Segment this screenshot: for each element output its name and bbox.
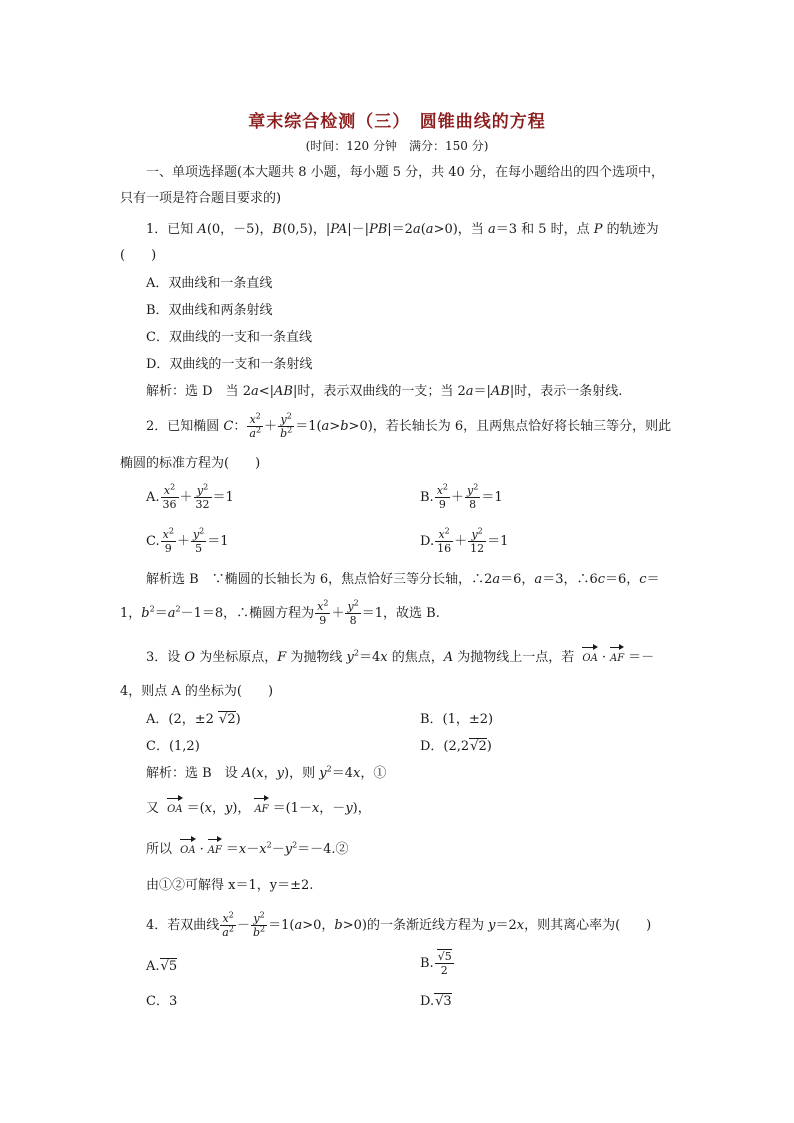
q3-solution-line2: 又 OA ＝(x，y)， AF ＝(1－x，－y)， [146, 800, 371, 819]
q2-option-d: D. $\frac{x^2}{16}$ ＋ $\frac{y^2}{12}$ ＝1 [420, 526, 509, 555]
q3-option-d: D．(2,2√2) [420, 739, 492, 754]
q1-option-b: B．双曲线和两条射线 [146, 303, 273, 318]
time-score-info: (时间：120 分钟 满分：150 分) [305, 139, 489, 153]
section-heading-line1: 一、单项选择题(本大题共 8 小题，每小题 5 分，共 40 分，在每小题给出的四个选项中， [146, 165, 664, 180]
q2-stem-line2: 椭圆的标准方程为( ) [120, 456, 261, 471]
q3-stem: 3．设 O 为坐标原点，F 为抛物线 $y^2=4x$ 的焦点，A 为抛物线上一点，若 OA · AF ＝－ [146, 649, 654, 668]
q3-stem-line2: 4，则点 A 的坐标为( ) [120, 684, 274, 699]
q4-option-a: A.√5 [146, 959, 178, 974]
q1-option-a: A．双曲线和一条直线 [146, 276, 273, 291]
q1-number: 1． [146, 222, 168, 237]
q1-solution: 解析：选 D 当 2a<|AB|时，表示双曲线的一支；当 2a＝|AB|时，表示一条射线. [146, 384, 623, 399]
q2-solution-line2: 1，$b^2=a^2-1=8$，∴椭圆方程为 $\frac{x^2}{9}$ ＋ $\frac{y^2}{8}$ ＝1，故选 B. [120, 598, 440, 627]
q3-option-c: C．(1,2) [146, 739, 200, 754]
q3-number: 3． [146, 650, 168, 665]
q4-number: 4． [146, 918, 168, 933]
q1-option-c: C．双曲线的一支和一条直线 [146, 330, 312, 345]
q4-option-c: C．3 [146, 994, 178, 1009]
q1-option-d: D．双曲线的一支和一条射线 [146, 357, 313, 372]
document-title: 章末综合检测（三） 圆锥曲线的方程 [248, 112, 546, 132]
q1-paren: ( ) [120, 248, 157, 263]
q3-solution-line1: 解析：选 B 设 A(x，y)，则 $y^2=4x$，① [146, 764, 387, 781]
q3-equals: ＝－ [628, 650, 655, 665]
q3-solution-line3: 所以 OA · AF $=x-x^2-y^2=-4.②$ [146, 841, 349, 860]
q2-number: 2． [146, 419, 168, 434]
q3-option-b: B．(1，±2) [420, 712, 494, 727]
q2-option-a: A. $\frac{x^2}{36}$ ＋ $\frac{y^2}{32}$ ＝1 [146, 482, 234, 511]
q2-option-c: C. $\frac{x^2}{9}$ ＋ $\frac{y^2}{5}$ ＝1 [146, 526, 229, 555]
q4-stem: 4．若双曲线 $\frac{x^2}{a^2}$ － $\frac{y^2}{b^2}$ ＝1(a>0，b>0)的一条渐近线方程为 y＝2x，则其离心率为( ) [146, 910, 652, 939]
q2-solution-line1: 解析选 B ∵椭圆的长轴长为 6，焦点恰好三等分长轴，∴2a＝6，a＝3，∴6c＝6，c＝ [146, 572, 660, 587]
q3-solution-line4: 由①②可解得 x＝1，y＝±2. [146, 878, 314, 893]
q2-stem: 2．已知椭圆 C： $\frac{x^2}{a^2}$ ＋ $\frac{y^2}{b^2}$ ＝1(a>b>0)，若长轴长为 6，且两焦点恰好将长轴三等分，则此 [146, 411, 672, 440]
section-heading-line2: 只有一项是符合题目要求的) [120, 191, 282, 206]
q3-option-a: A．(2，±2 √2) [146, 712, 241, 727]
q4-option-d: D.√3 [420, 994, 452, 1009]
q1-stem: 1．已知 A(0，－5)，B(0,5)，|PA|－|PB|＝2a(a>0)，当 a＝3 和 5 时，点 P 的轨迹为 [146, 222, 659, 237]
q2-option-b: B. $\frac{x^2}{9}$ ＋ $\frac{y^2}{8}$ ＝1 [420, 482, 503, 511]
q4-option-b: B. $\frac{√5}{2}$ [420, 950, 452, 977]
